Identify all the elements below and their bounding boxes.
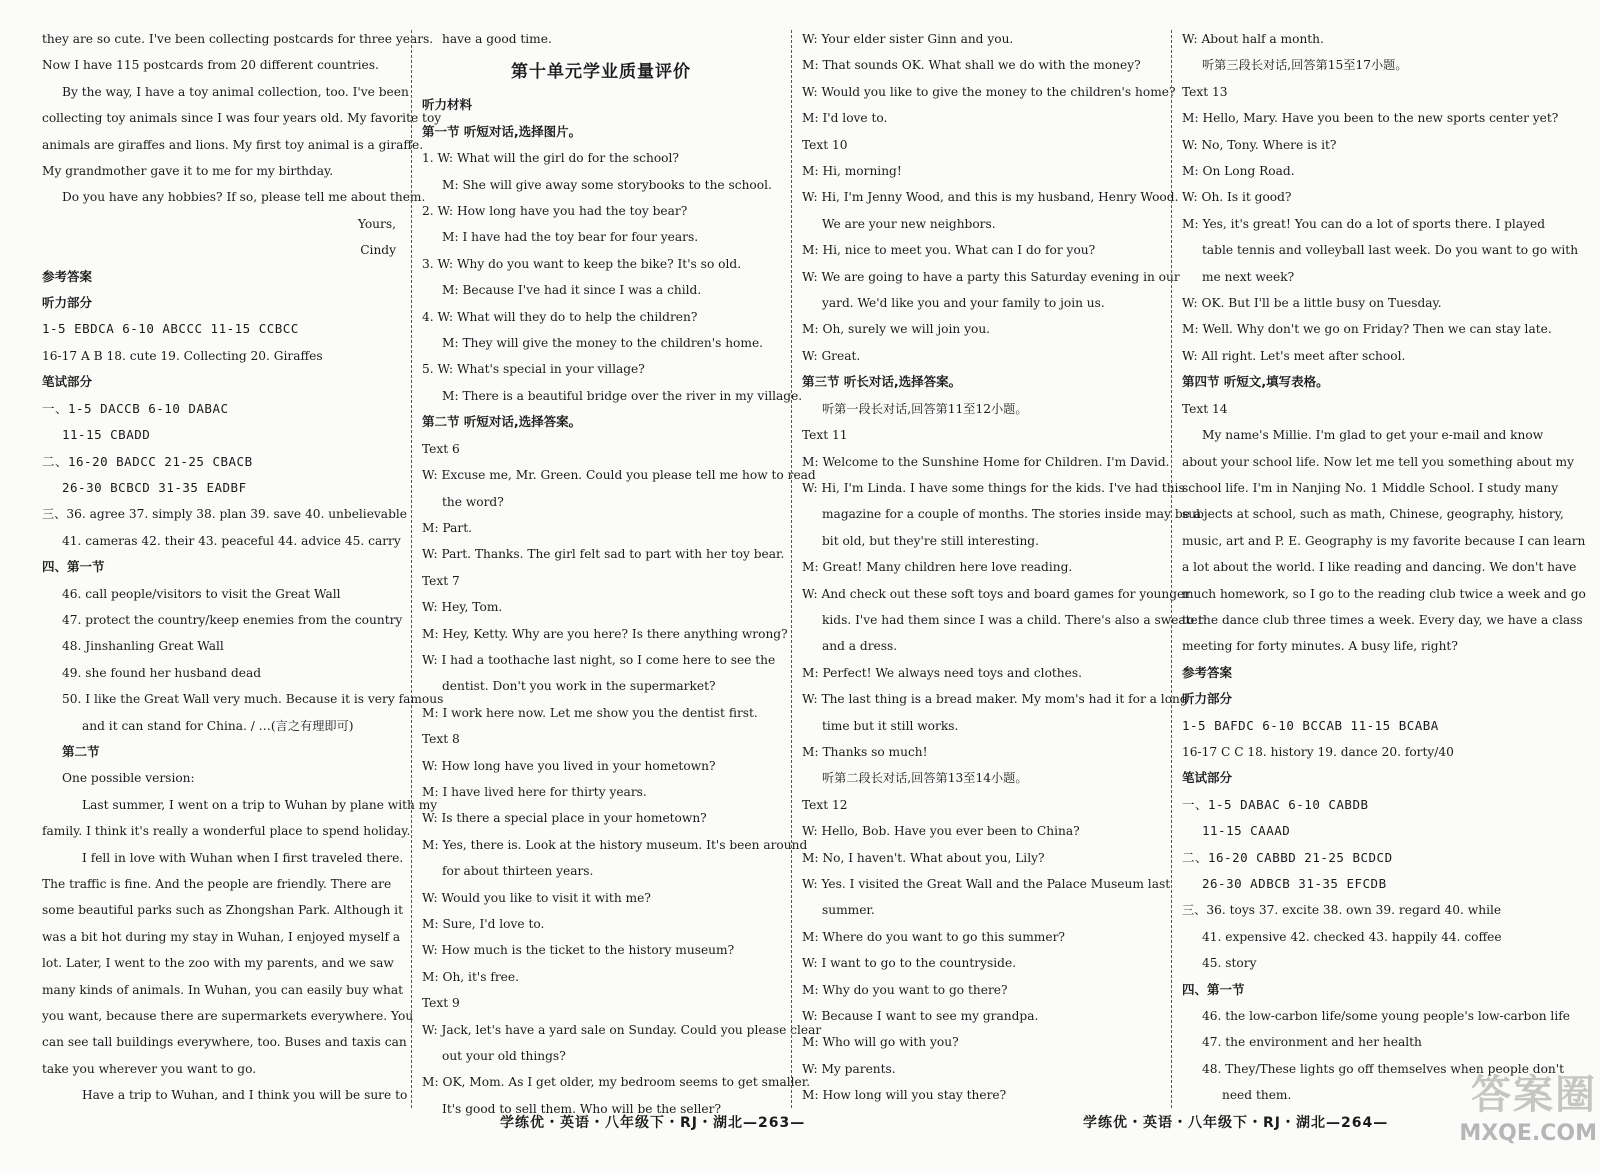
text-line: me next week? [1202,269,1295,284]
text-line: 一、1-5 DACCB 6-10 DABAC [42,400,229,416]
text-line: was a bit hot during my stay in Wuhan, I enjoyed myself a [42,929,401,944]
text-line: meeting for forty minutes. A busy life, right? [1182,639,1458,654]
text-line: they are so cute. I've been collecting postcards for three years. [42,32,434,46]
text-line: 第二节 听短对话,选择答案。 [422,414,582,430]
text-line: table tennis and volleyball last week. Do you want to go with [1202,243,1579,258]
text-line: Text 12 [802,797,848,812]
text-line: dentist. Don't you work in the supermarket? [442,679,716,694]
text-line: for about thirteen years. [442,864,594,879]
text-line: W: Hey, Tom. [422,600,503,615]
text-line: 1-5 EBDCA 6-10 ABCCC 11-15 CCBCC [42,321,299,337]
text-line: 1. W: What will the girl do for the school? [422,151,679,166]
text-line: you want, because there are supermarkets everywhere. You [42,1009,414,1024]
text-line: 46. call people/visitors to visit the Great Wall [62,586,341,601]
text-line: 三、36. toys 37. excite 38. own 39. regard 40. while [1182,903,1502,918]
text-line: M: Great! Many children here love reading. [802,560,1073,575]
text-line: M: Yes, it's great! You can do a lot of sports there. I played [1182,216,1545,231]
text-line: W: I want to go to the countryside. [802,956,1017,971]
text-line: Yours, [357,216,396,231]
text-line: M: Oh, it's free. [422,969,519,984]
text-line: have a good time. [442,32,552,46]
text-line: 第三节 听长对话,选择答案。 [802,374,962,390]
text-line: Text 9 [422,996,460,1011]
text-line: 41. expensive 42. checked 43. happily 44. coffee [1202,929,1502,944]
text-line: 二、16-20 CABBD 21-25 BCDCD [1182,849,1393,865]
text-line: M: Hi, morning! [802,164,902,179]
text-line: can see tall buildings everywhere, too. Buses and taxis can [42,1035,407,1050]
text-line: W: We are going to have a party this Saturday evening in our [802,269,1180,284]
text-line: By the way, I have a toy animal collection, too. I've been [62,84,409,99]
text-line: M: Hey, Ketty. Why are you here? Is there anything wrong? [422,626,788,641]
text-line: need them. [1222,1088,1292,1103]
text-line: 5. W: What's special in your village? [422,362,645,377]
text-line: W: Excuse me, Mr. Green. Could you please tell me how to read [422,468,816,483]
text-line: animals are giraffes and lions. My first toy animal is a giraffe. [42,137,424,152]
text-line: Now I have 115 postcards from 20 different countries. [42,58,379,73]
text-line: W: How long have you lived in your hometown? [422,758,716,773]
text-line: 3. W: Why do you want to keep the bike? It's so old. [422,256,742,271]
text-line: M: She will give away some storybooks to the school. [442,177,772,192]
text-line: W: No, Tony. Where is it? [1182,137,1337,152]
text-line: M: Why do you want to go there? [802,982,1008,997]
text-line: 11-15 CBADD [62,427,151,443]
text-line: 26-30 BCBCD 31-35 EADBF [62,479,247,495]
text-line: M: Perfect! We always need toys and clothes. [802,665,1083,680]
text-line: 一、1-5 DABAC 6-10 CABDB [1182,796,1369,812]
text-line: M: OK, Mom. As I get older, my bedroom seems to get smaller. [422,1075,811,1090]
text-line: Text 6 [422,441,460,456]
text-line: M: No, I haven't. What about you, Lily? [802,850,1045,865]
watermark-text-en: MXQE.COM [1459,1121,1597,1146]
text-line: W: Jack, let's have a yard sale on Sunday. Could you please clear [422,1022,822,1037]
text-line: 47. protect the country/keep enemies from the country [62,612,403,627]
text-line: It's good to sell them. Who will be the seller? [442,1101,721,1116]
text-line: W: The last thing is a bread maker. My mom's had it for a long [802,692,1188,707]
text-line: a lot about the world. I like reading and dancing. We don't have [1182,560,1577,575]
text-line: 11-15 CAAAD [1202,823,1291,839]
text-line: 46. the low-carbon life/some young people's low-carbon life [1202,1009,1570,1024]
text-line: W: All right. Let's meet after school. [1182,348,1406,363]
page-title: 第十单元学业质量评价 [511,62,691,83]
text-line: some beautiful parks such as Zhongshan Park. Although it [42,903,403,918]
text-line: M: Part. [422,520,472,535]
text-line: M: Thanks so much! [802,744,928,759]
text-line: 第一节 听短对话,选择图片。 [422,123,582,139]
column-divider [791,30,792,1108]
text-line: W: I had a toothache last night, so I come here to see the [422,652,776,667]
text-line: 听第二段长对话,回答第13至14小题。 [822,771,1028,786]
text-line: Text 8 [422,732,460,747]
text-line: M: That sounds OK. What shall we do with the money? [802,58,1141,73]
text-line: 47. the environment and her health [1202,1035,1422,1050]
column-4 [1182,26,1586,1128]
text-line: subjects at school, such as math, Chinese, geography, history, [1182,507,1564,522]
watermark-logo [1392,1070,1597,1170]
text-line: W: Oh. Is it good? [1182,190,1292,205]
text-line: Last summer, I went on a trip to Wuhan by plane with my [82,797,438,812]
text-line: My name's Millie. I'm glad to get your e-mail and know [1202,428,1544,443]
text-line: 41. cameras 42. their 43. peaceful 44. advice 45. carry [62,533,401,548]
text-line: lot. Later, I went to the zoo with my parents, and we saw [42,956,394,971]
text-line: W: Would you like to give the money to the children's home? [802,84,1176,99]
page-footer-right: 学练优・英语・八年级下・RJ・湖北—264— [1083,1115,1389,1131]
text-line: M: I'd love to. [802,111,888,126]
text-line: M: Sure, I'd love to. [422,917,545,931]
text-line: Text 11 [802,428,848,443]
text-line: W: Part. Thanks. The girl felt sad to part with her toy bear. [422,547,785,562]
text-line: Text 14 [1182,401,1228,416]
text-line: 听力材料 [422,97,473,113]
column-divider [1171,30,1172,1108]
text-line: We are your new neighbors. [822,216,996,231]
text-line: 听力部分 [1182,691,1233,707]
watermark-text-cn: 答案圈 [1471,1072,1597,1118]
text-line: 2. W: How long have you had the toy bear? [422,204,688,219]
text-line: M: Because I've had it since I was a child. [442,283,702,298]
text-line: 二、16-20 BADCC 21-25 CBACB [42,453,253,469]
text-line: W: About half a month. [1182,32,1324,46]
text-line: 1-5 BAFDC 6-10 BCCAB 11-15 BCABA [1182,717,1439,733]
text-line: One possible version: [62,771,195,786]
text-line: and a dress. [822,639,898,654]
text-line: W: Great. [802,348,861,363]
text-line: 参考答案 [1182,664,1233,680]
text-line: bit old, but they're still interesting. [822,533,1039,548]
text-line: 听第一段长对话,回答第11至12小题。 [822,401,1028,416]
text-line: 笔试部分 [42,374,93,390]
page-footer-left: 学练优・英语・八年级下・RJ・湖北—263— [500,1115,806,1131]
text-line: 第四节 听短文,填写表格。 [1182,374,1329,390]
text-line: W: Your elder sister Ginn and you. [802,32,1014,46]
text-line: 4. W: What will they do to help the children? [422,309,698,324]
text-line: Have a trip to Wuhan, and I think you will be sure to [82,1088,408,1103]
text-line: W: OK. But I'll be a little busy on Tuesday. [1182,296,1442,311]
text-line: 参考答案 [42,268,93,284]
text-line: 45. story [1202,956,1257,971]
text-line: M: Oh, surely we will join you. [802,322,991,337]
text-line: W: Would you like to visit it with me? [422,890,651,905]
text-line: family. I think it's really a wonderful place to spend holiday. [42,824,411,839]
text-line: M: On Long Road. [1182,164,1295,179]
text-line: M: There is a beautiful bridge over the river in my village. [442,388,803,403]
column-3 [802,26,1204,1128]
text-line: yard. We'd like you and your family to join us. [822,296,1105,311]
text-line: M: I have had the toy bear for four years. [442,230,699,245]
text-line: 16-17 A B 18. cute 19. Collecting 20. Giraffes [42,348,323,363]
text-line: kids. I've had them since I was a child. There's also a sweater [822,612,1204,627]
text-line: M: Well. Why don't we go on Friday? Then we can stay late. [1182,322,1552,337]
text-line: W: Hello, Bob. Have you ever been to China? [802,824,1080,839]
text-line: M: I have lived here for thirty years. [422,784,647,799]
text-line: W: Hi, I'm Jenny Wood, and this is my husband, Henry Wood. [802,190,1179,205]
text-line: Text 10 [802,137,848,152]
text-line: 三、36. agree 37. simply 38. plan 39. save 40. unbelievable [42,507,407,522]
text-line: 26-30 ADBCB 31-35 EFCDB [1202,876,1387,891]
text-line: M: Where do you want to go this summer? [802,929,1065,944]
text-line: Cindy [360,243,396,258]
text-line: I fell in love with Wuhan when I first traveled there. [82,850,404,865]
text-line: M: Hello, Mary. Have you been to the new sports center yet? [1182,111,1559,126]
text-line: collecting toy animals since I was four years old. My favorite toy [42,111,442,126]
text-line: 听第三段长对话,回答第15至17小题。 [1202,58,1408,73]
text-line: W: Because I want to see my grandpa. [802,1009,1039,1024]
text-line: 49. she found her husband dead [62,665,262,680]
text-line: much homework, so I go to the reading club twice a week and go [1182,586,1586,601]
text-line: Do you have any hobbies? If so, please tell me about them. [62,190,426,205]
text-line: 50. I like the Great Wall very much. Because it is very famous [62,692,444,707]
text-line: 16-17 C C 18. history 19. dance 20. forty/40 [1182,744,1454,759]
text-line: Text 13 [1182,84,1228,99]
text-line: summer. [822,903,875,918]
text-line: M: Hi, nice to meet you. What can I do for you? [802,243,1096,258]
column-2 [422,26,822,1128]
text-line: out your old things? [442,1049,566,1064]
text-line: 48. They/These lights go off themselves when people don't [1202,1061,1565,1076]
text-line: M: They will give the money to the children's home. [442,336,764,351]
text-line: magazine for a couple of months. The stories inside may be a [822,507,1201,522]
text-line: The traffic is fine. And the people are friendly. There are [42,877,392,891]
text-line: M: How long will you stay there? [802,1088,1007,1103]
text-line: 第二节 [62,743,100,759]
text-line: M: Welcome to the Sunshine Home for Children. I'm David. [802,454,1170,469]
text-line: W: My parents. [802,1061,896,1076]
text-line: 48. Jinshanling Great Wall [62,639,224,654]
text-line: to the dance club three times a week. Every day, we have a class [1182,612,1583,627]
text-line: 笔试部分 [1182,770,1233,786]
text-line: time but it still works. [822,718,959,733]
text-line: about your school life. Now let me tell you something about my [1182,454,1574,469]
text-line: M: I work here now. Let me show you the dentist first. [422,705,758,720]
text-line: and it can stand for China. / …(言之有理即可) [82,718,354,733]
text-line: W: Hi, I'm Linda. I have some things for the kids. I've had this [802,480,1185,495]
text-line: W: How much is the ticket to the history museum? [422,943,735,958]
text-line: the word? [442,494,504,509]
text-line: M: Yes, there is. Look at the history museum. It's been around [422,837,808,852]
text-line: My grandmother gave it to me for my birthday. [42,164,334,179]
text-line: take you wherever you want to go. [42,1061,257,1076]
text-line: many kinds of animals. In Wuhan, you can easily buy what [42,982,403,997]
text-line: W: Yes. I visited the Great Wall and the Palace Museum last [802,877,1171,891]
column-divider [411,30,412,1108]
text-line: 四、第一节 [42,559,105,575]
text-line: M: Who will go with you? [802,1035,959,1050]
text-line: 听力部分 [42,295,93,311]
text-line: Text 7 [422,573,460,588]
text-line: school life. I'm in Nanjing No. 1 Middle School. I study many [1182,480,1559,495]
text-line: 四、第一节 [1182,981,1245,997]
text-line: W: Is there a special place in your hometown? [422,811,707,826]
text-line: music, art and P. E. Geography is my favorite because I can learn [1182,533,1586,548]
text-line: W: And check out these soft toys and board games for younger [802,586,1191,601]
